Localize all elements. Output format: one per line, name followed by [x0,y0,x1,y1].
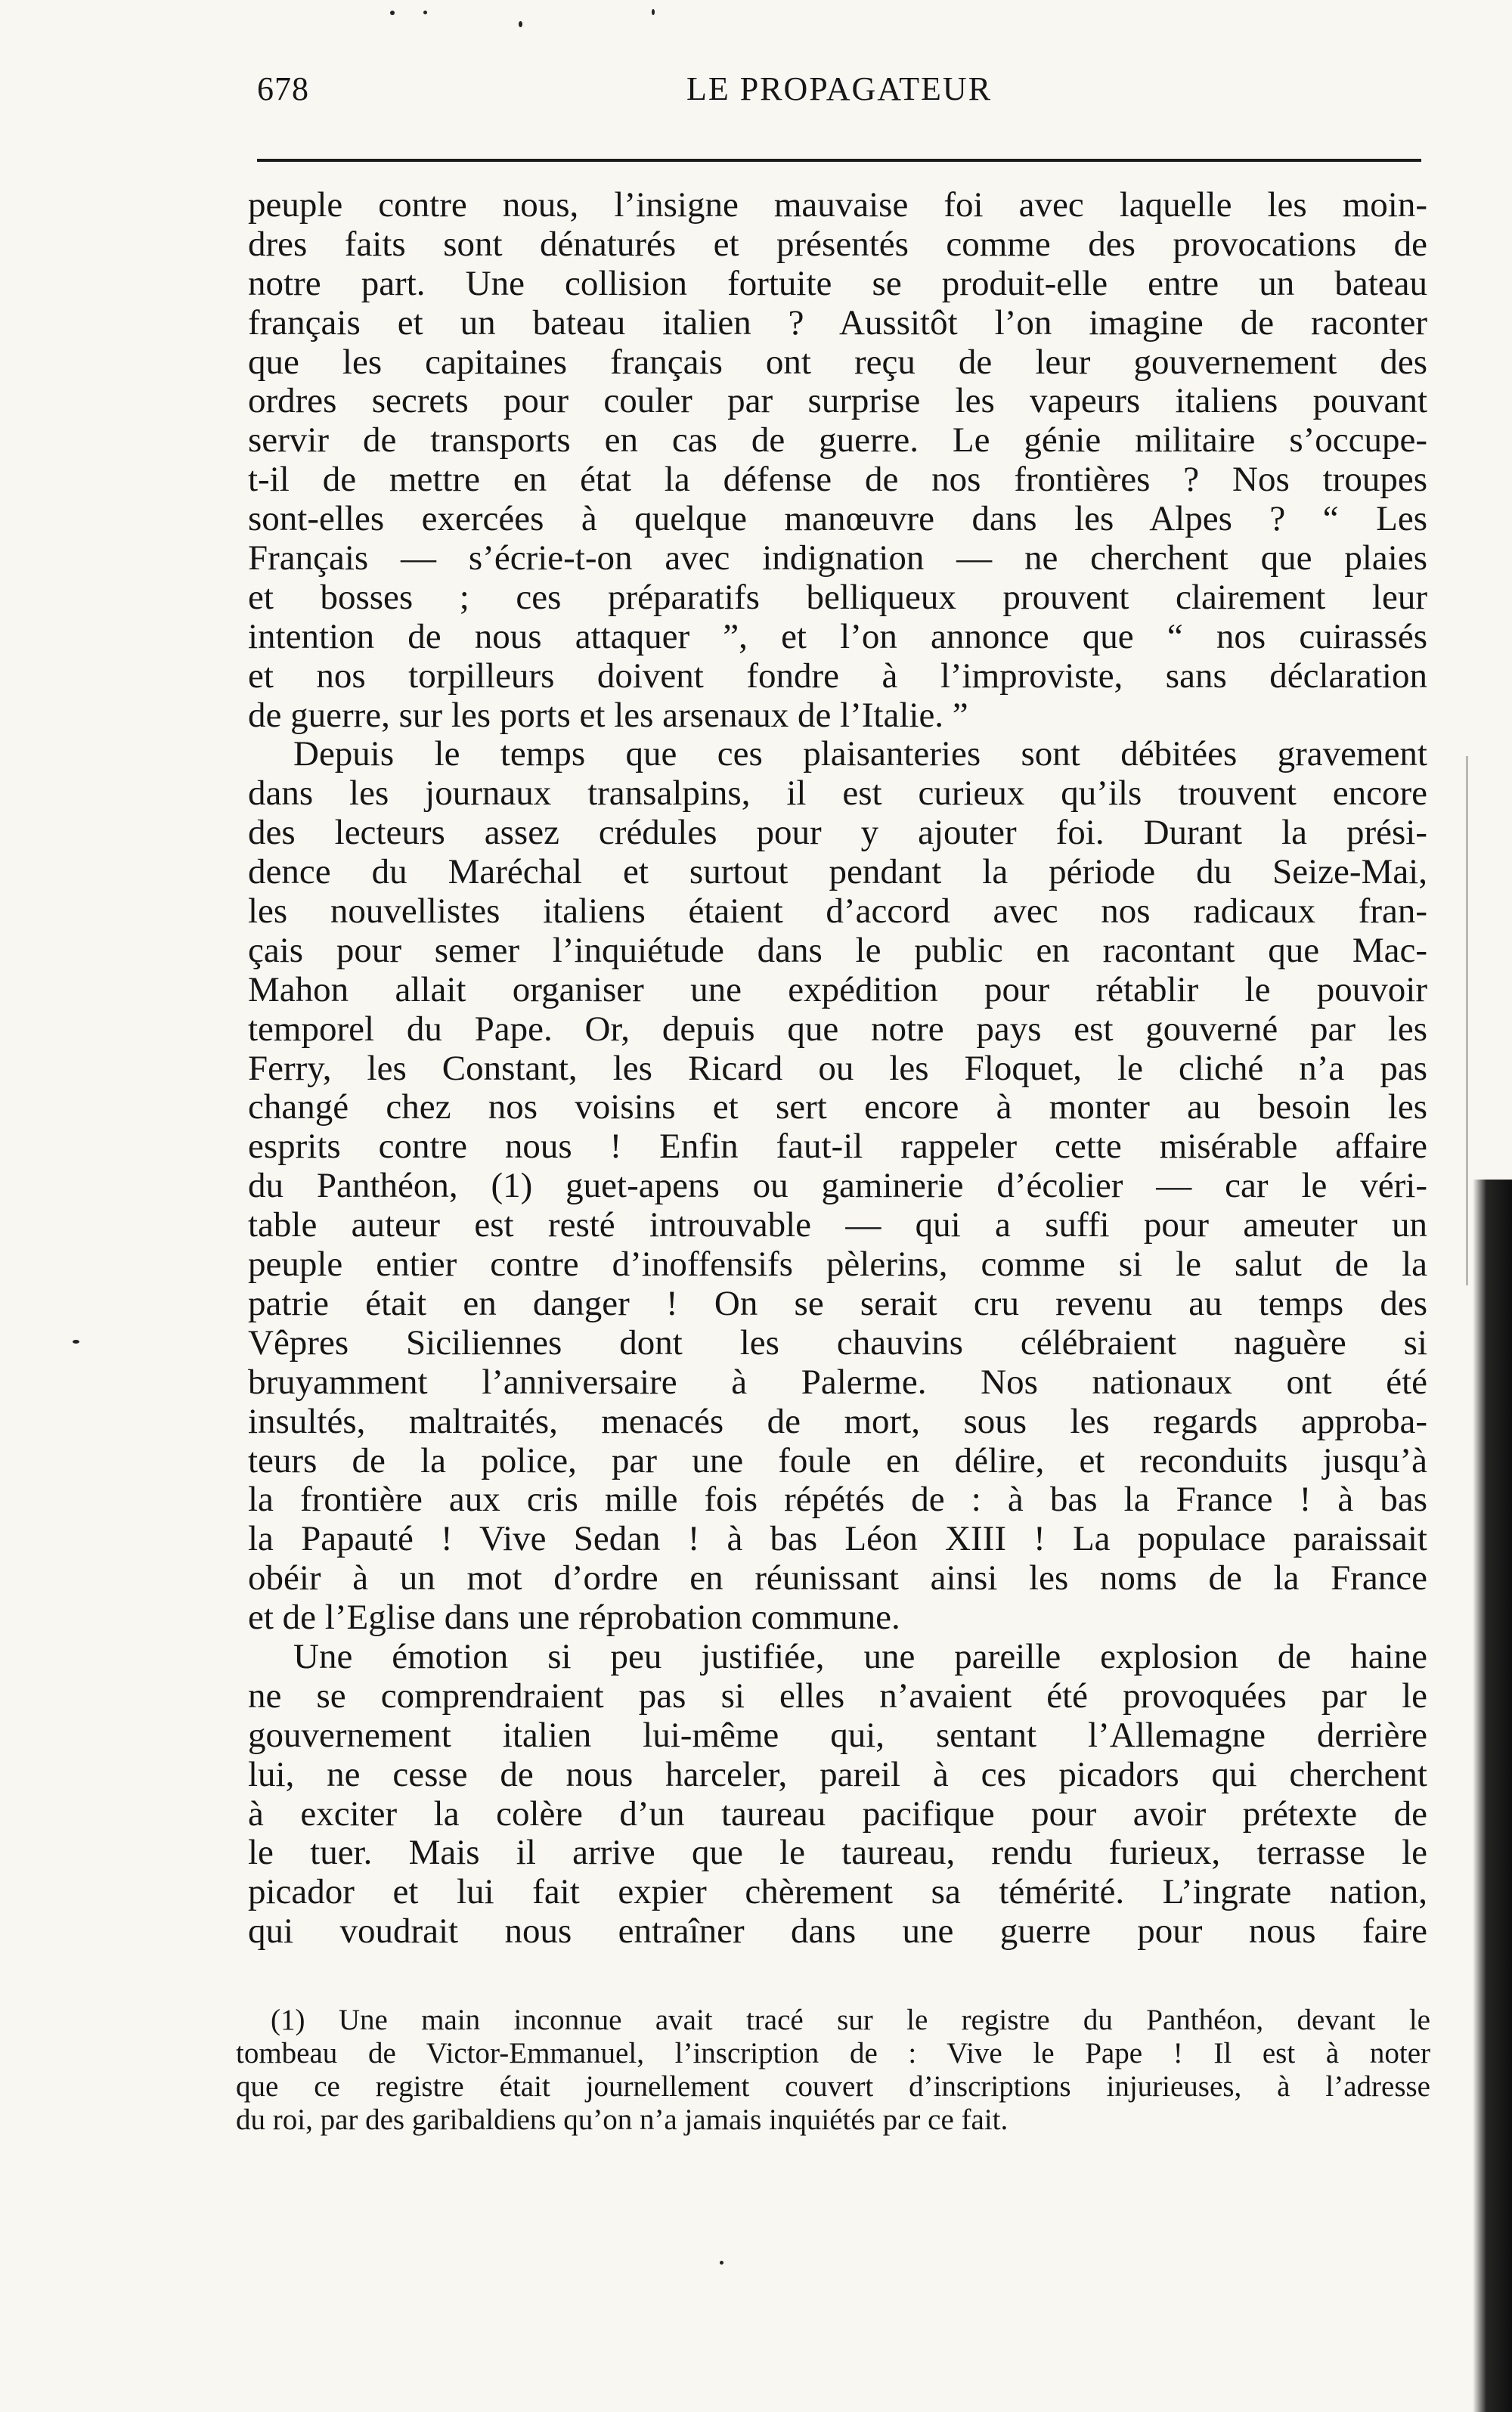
page-number: 678 [257,70,309,107]
text-line: des lecteurs assez crédules pour y ajouter foi. Durant la prési- [248,814,1427,853]
text-line: lui, ne cesse de nous harceler, pareil à ces picadors qui cherchent [248,1755,1427,1794]
scan-speck [73,1340,79,1344]
text-line: obéir à un mot d’ordre en réunissant ainsi les noms de la France [248,1559,1427,1598]
text-line: les nouvellistes italiens étaient d’accord avec nos radicaux fran- [248,892,1427,932]
text-line: çais pour semer l’inquiétude dans le public en racontant que Mac- [248,931,1427,970]
text-line: qui voudrait nous entraîner dans une guerre pour nous faire [248,1912,1427,1952]
text-line: patrie était en danger ! On se serait cru revenu au temps des [248,1284,1427,1323]
text-line: ordres secrets pour couler par surprise les vapeurs italiens pouvant [248,382,1427,421]
text-line: esprits contre nous ! Enfin faut-il rappeler cette misérable affaire [248,1127,1427,1167]
text-line: dence du Maréchal et surtout pendant la période du Seize-Mai, [248,853,1427,892]
running-title: LE PROPAGATEUR [686,70,993,107]
text-line: Vêpres Siciliennes dont les chauvins célébraient naguère si [248,1323,1427,1363]
text-line: dres faits sont dénaturés et présentés comme des provocations de [248,225,1427,264]
text-line: peuple entier contre d’inoffensifs pèlerins, comme si le salut de la [248,1245,1427,1285]
text-line: bruyamment l’anniversaire à Palerme. Nos nationaux ont été [248,1363,1427,1402]
text-line: notre part. Une collision fortuite se produit-elle entre un bateau [248,264,1427,303]
page-header [257,70,1421,122]
text-line: t-il de mettre en état la défense de nos frontières ? Nos troupes [248,460,1427,500]
text-line: servir de transports en cas de guerre. Le génie militaire s’occupe- [248,421,1427,460]
text-line: Ferry, les Constant, les Ricard ou les Floquet, le cliché n’a pas [248,1049,1427,1088]
footnotes [236,2004,1430,2137]
footnote-line: (1) Une main inconnue avait tracé sur le registre du Panthéon, devant le [271,2004,1430,2036]
body-text [248,186,1427,1952]
page-edge-line [1466,756,1468,1285]
text-line: de guerre, sur les ports et les arsenaux de l’Italie. ” [248,696,968,735]
page-edge-shadow [1473,1180,1512,2412]
text-line: intention de nous attaquer ”, et l’on annonce que “ nos cuirassés [248,617,1427,656]
scan-speck [423,11,427,14]
text-line: temporel du Pape. Or, depuis que notre pays est gouverné par les [248,1009,1427,1049]
scan-speck [390,11,395,15]
footnote-line: du roi, par des garibaldiens qu’on n’a jamais inquiétés par ce fait. [236,2104,1009,2136]
text-line: la Papauté ! Vive Sedan ! à bas Léon XIII ! La populace paraissait [248,1520,1427,1559]
text-line: sont-elles exercées à quelque manœuvre dans les Alpes ? “ Les [248,500,1427,539]
text-line: à exciter la colère d’un taureau pacifique pour avoir prétexte de [248,1794,1427,1834]
text-line: que les capitaines français ont reçu de leur gouvernement des [248,343,1427,382]
text-line: Français — s’écrie-t-on avec indignation — ne cherchent que plaies [248,539,1427,578]
text-line: table auteur est resté introuvable — qui a suffi pour ameuter un [248,1206,1427,1245]
text-line: Mahon allait organiser une expédition pour rétablir le pouvoir [248,970,1427,1009]
scan-speck [720,2261,723,2265]
text-line: la frontière aux cris mille fois répétés de : à bas la France ! à bas [248,1480,1427,1520]
text-line: teurs de la police, par une foule en délire, et reconduits jusqu’à [248,1441,1427,1480]
text-line: changé chez nos voisins et sert encore à monter au besoin les [248,1088,1427,1127]
text-line: peuple contre nous, l’insigne mauvaise foi avec laquelle les moin- [248,186,1427,225]
text-line: insultés, maltraités, menacés de mort, sous les regards approba- [248,1402,1427,1441]
footnote-line: que ce registre était journellement couvert d’inscriptions injurieuses, à l’adresse [236,2070,1430,2103]
scan-speck [652,9,655,15]
text-line: dans les journaux transalpins, il est curieux qu’ils trouvent encore [248,774,1427,814]
text-line: et bosses ; ces préparatifs belliqueux prouvent clairement leur [248,578,1427,617]
text-line: et nos torpilleurs doivent fondre à l’improviste, sans déclaration [248,656,1427,696]
text-line: Une émotion si peu justifiée, une pareille explosion de haine [293,1637,1427,1676]
text-line: gouvernement italien lui-même qui, sentant l’Allemagne derrière [248,1716,1427,1755]
text-line: Depuis le temps que ces plaisanteries sont débitées gravement [293,735,1427,774]
text-line: ne se comprendraient pas si elles n’avaient été provoquées par le [248,1676,1427,1716]
footnote-line: tombeau de Victor-Emmanuel, l’inscription de : Vive le Pape ! Il est à noter [236,2037,1430,2069]
text-line: et de l’Eglise dans une réprobation commune. [248,1598,900,1638]
text-line: le tuer. Mais il arrive que le taureau, rendu furieux, terrasse le [248,1834,1427,1873]
text-line: français et un bateau italien ? Aussitôt l’on imagine de raconter [248,303,1427,343]
text-line: picador et lui fait expier chèrement sa témérité. L’ingrate nation, [248,1873,1427,1912]
header-rule [257,159,1421,162]
text-line: du Panthéon, (1) guet-apens ou gaminerie d’écolier — car le véri- [248,1167,1427,1206]
scan-speck [519,21,522,27]
